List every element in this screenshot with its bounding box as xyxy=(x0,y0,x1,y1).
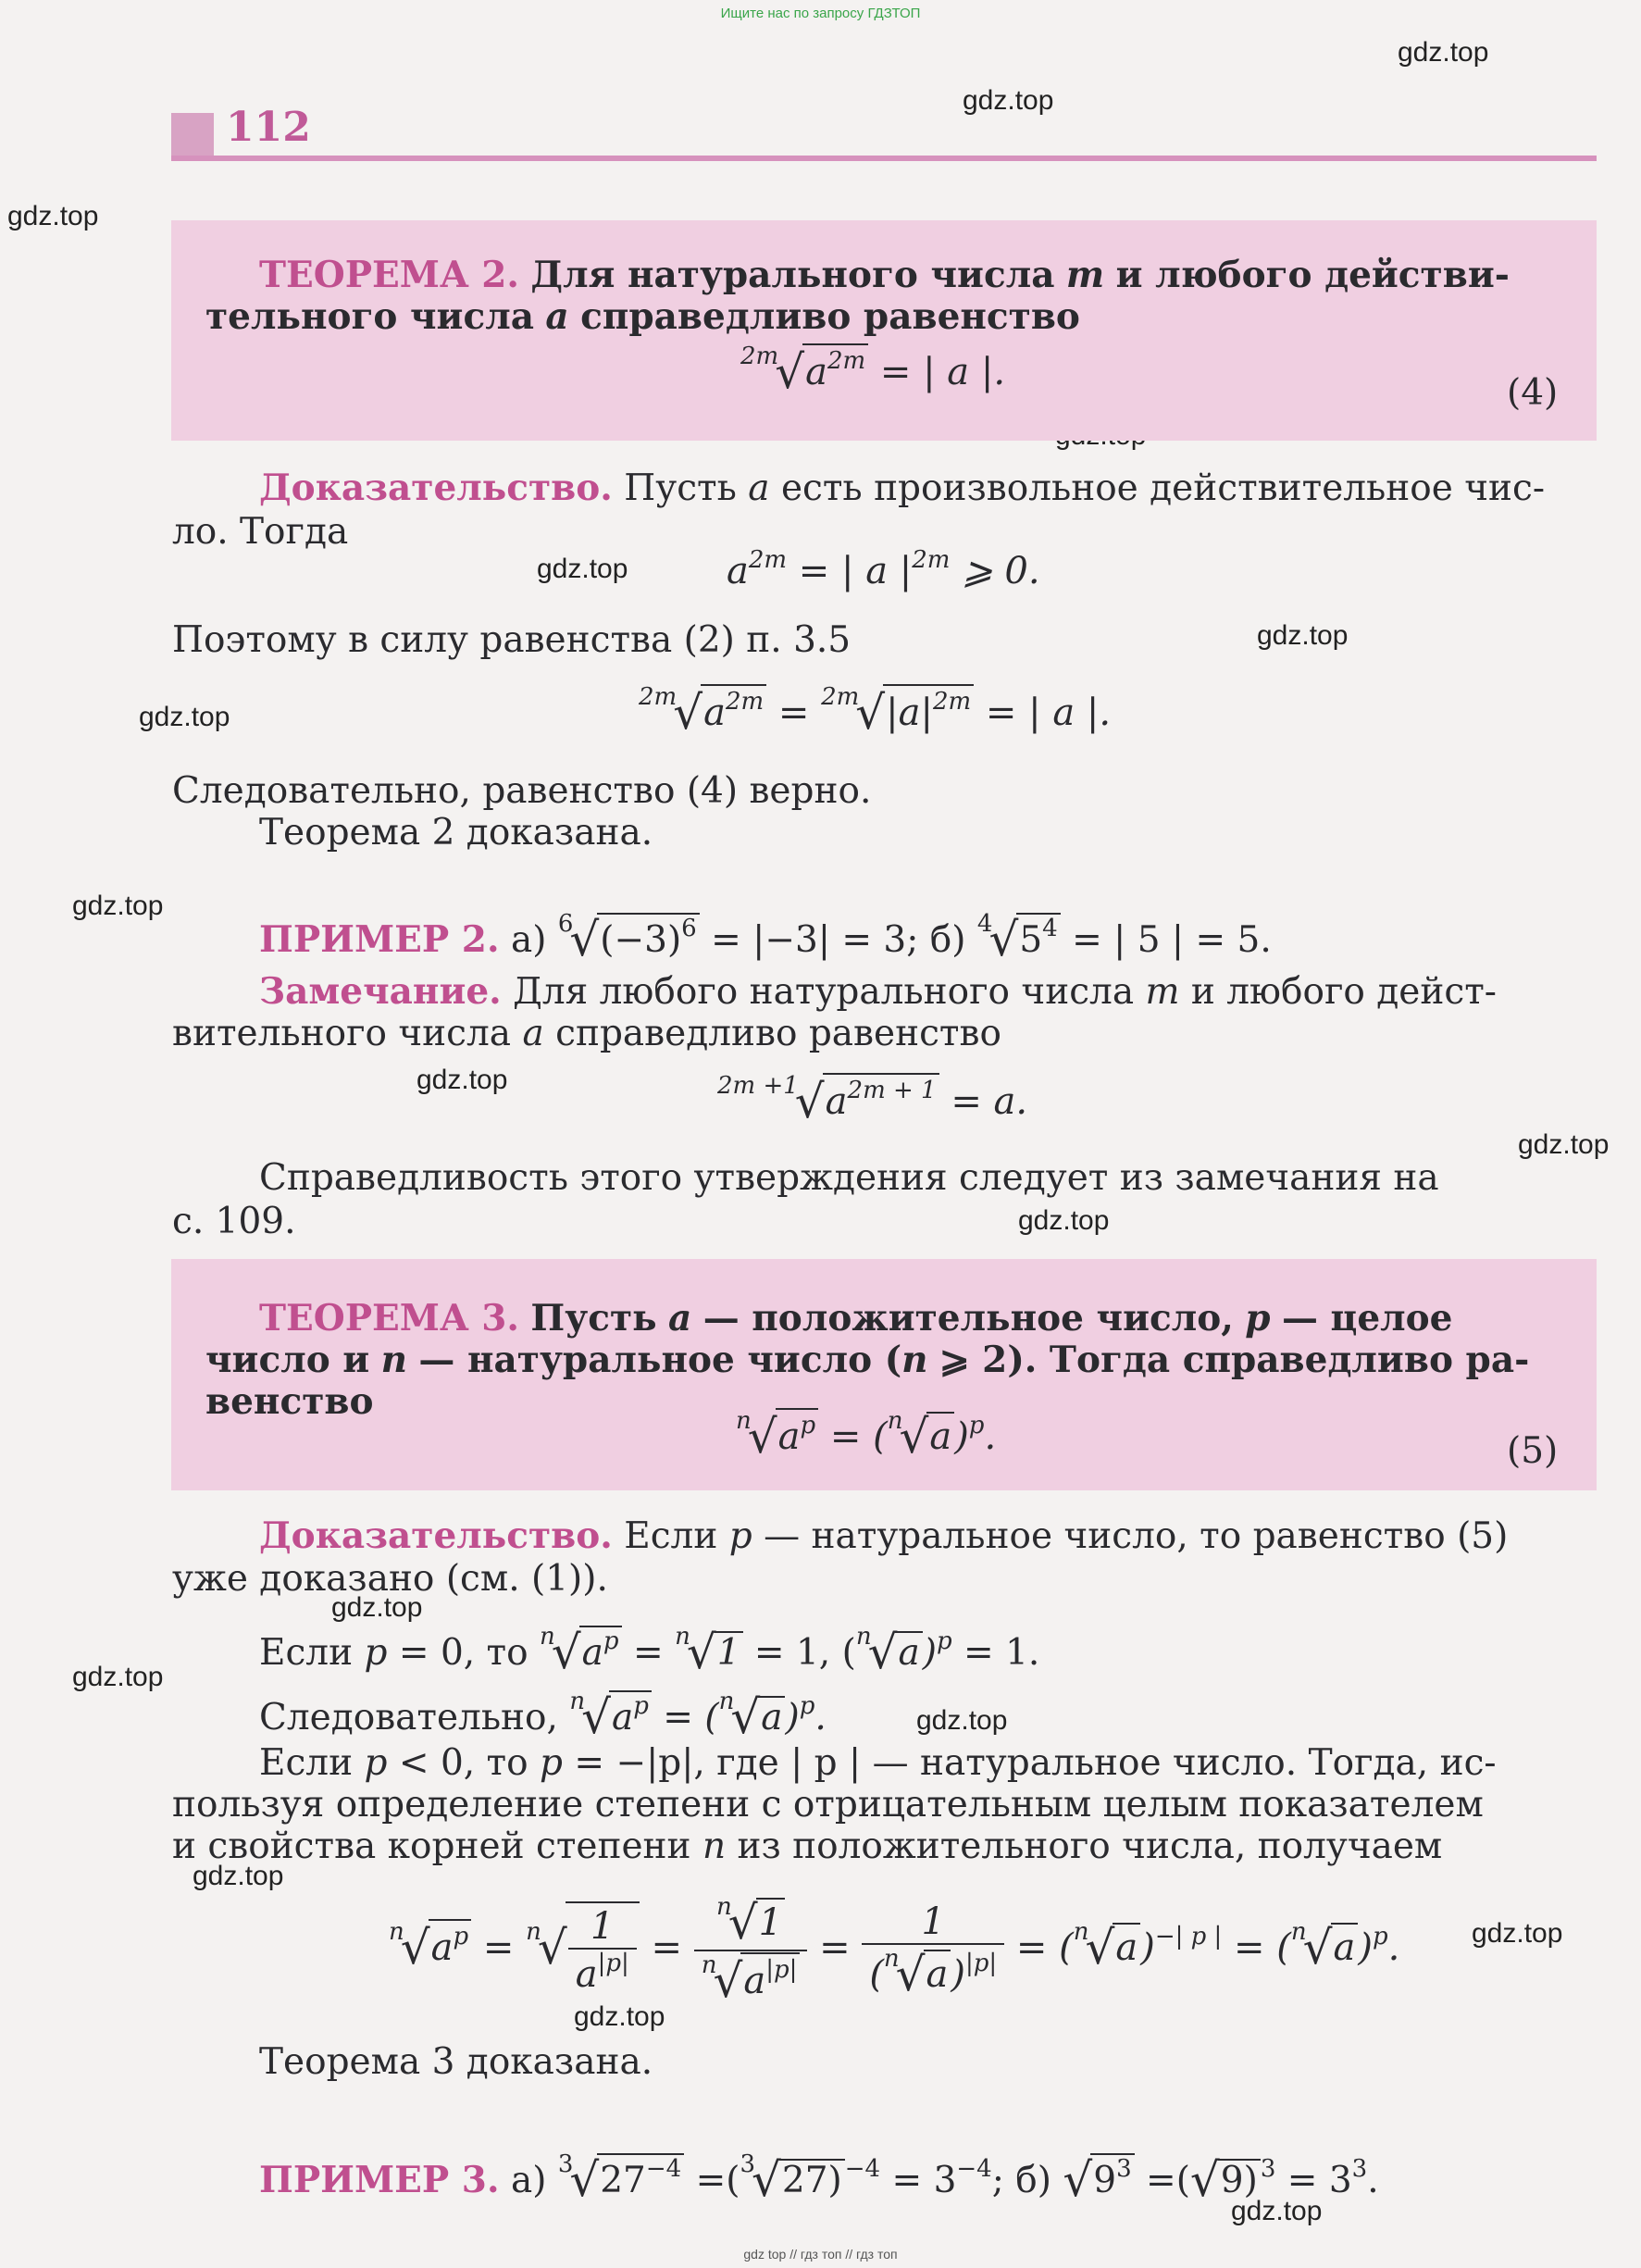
top-banner: Ищите нас по запросу ГДЗТОП xyxy=(720,6,921,21)
proof3-line2: уже доказано (см. (1)). xyxy=(172,1558,608,1600)
theorem3-formula: $^n√a^p = (^n√a)^p$. xyxy=(736,1407,997,1464)
proof2-line1: Доказательство. Пусть a есть произвольное действительное чис- xyxy=(259,467,1546,509)
equation-number-5: (5) xyxy=(1507,1430,1559,1472)
watermark: gdz.top xyxy=(1231,2196,1323,2226)
proof2-formula2: $^{2m}√a^{2m} = ^{2m}√|a|^{2m}$ = | a |. xyxy=(639,683,1112,740)
proof2-line3: Поэтому в силу равенства (2) п. 3.5 xyxy=(172,619,852,661)
remark-line3: Справедливость этого утверждения следует из замечания на xyxy=(259,1157,1439,1199)
proof3-line1: Доказательство. Если p — натуральное число, то равенство (5) xyxy=(259,1514,1509,1557)
proof2-line4: Следовательно, равенство (4) верно. xyxy=(172,770,872,812)
remark-line2: вительного числа a справедливо равенство xyxy=(172,1013,1001,1054)
theorem2-line2: тельного числа a справедливо равенство xyxy=(205,295,1080,338)
watermark: gdz.top xyxy=(537,554,628,584)
watermark: gdz.top xyxy=(1257,620,1349,651)
theorem3-line3: венство xyxy=(205,1380,374,1423)
bottom-banner: gdz top // гдз топ // гдз топ xyxy=(743,2247,898,2262)
theorem3-line1: ТЕОРЕМА 3. Пусть a — положительное число, p — целое xyxy=(259,1297,1453,1340)
watermark: gdz.top xyxy=(139,702,230,732)
remark-line4: с. 109. xyxy=(172,1201,296,1242)
theorem2-formula: $^{2m}√a^{2m}$ = | a |. xyxy=(740,343,1006,399)
watermark: gdz.top xyxy=(1398,37,1489,68)
equation-number-4: (4) xyxy=(1507,372,1559,414)
watermark: gdz.top xyxy=(1018,1205,1110,1236)
watermark: gdz.top xyxy=(1472,1918,1563,1949)
watermark: gdz.top xyxy=(331,1592,423,1623)
proof2-line5: Теорема 2 доказана. xyxy=(259,812,653,854)
watermark: gdz.top xyxy=(193,1861,284,1891)
proof3-line4: Следовательно, $^n√a^p = (^n√a)^p$. xyxy=(259,1688,827,1744)
theorem3-line2: число и n — натуральное число (n ⩾ 2). Тогда справедливо ра- xyxy=(205,1339,1530,1381)
proof3-line6: пользуя определение степени с отрицательным целым показателем xyxy=(172,1784,1484,1826)
example3: ПРИМЕР 3. а) $^3√27^{-4} =(^3√27) ^{-4} = 3^{-4}$; б) $√9^3 =(√9) ^3 = 3^3$. xyxy=(259,2150,1379,2207)
remark-line1: Замечание. Для любого натурального числа m и любого дейст- xyxy=(259,970,1497,1013)
watermark: gdz.top xyxy=(72,891,164,921)
page-number: 112 xyxy=(226,104,311,151)
proof3-line5: Если p < 0, то p = −|p|, где | p | — натуральное число. Тогда, ис- xyxy=(259,1742,1497,1784)
watermark: gdz.top xyxy=(7,201,99,231)
watermark: gdz.top xyxy=(72,1662,164,1692)
watermark: gdz.top xyxy=(916,1705,1008,1736)
example2: ПРИМЕР 2. а) $^6√(-3)^6 = |-3| = 3$; б) $^4√5^4$ = | 5 | = 5. xyxy=(259,910,1272,966)
proof3-line8: Теорема 3 доказана. xyxy=(259,2041,653,2083)
watermark: gdz.top xyxy=(574,2001,665,2032)
header-marker xyxy=(171,113,214,156)
remark-formula: $^{2m +1}√a^{2m + 1} = a$. xyxy=(717,1072,1028,1128)
proof3-line3: Если p = 0, то $^n√a^p = ^n√1 = 1$, $(^n√a)^p = 1$. xyxy=(259,1623,1040,1679)
proof3-line7: и свойства корней степени n из положительного числа, получаем xyxy=(172,1826,1443,1867)
proof2-formula1: $a^{2m}$ = | a $|^{2m}$ ⩾ 0. xyxy=(727,546,1040,592)
theorem2-line1: ТЕОРЕМА 2. Для натурального числа m и любого действи- xyxy=(259,254,1510,296)
header-rule xyxy=(171,156,1597,161)
watermark: gdz.top xyxy=(1518,1129,1610,1160)
watermark: gdz.top xyxy=(416,1065,508,1095)
proof3-formula: $^n√a^p = ^n√$ $\frac{1}{a^{|p|}}$ = $\frac{^n√1}{^n√a^{|p|}}$ = $\frac{1}{(^n√a)^{|p|}}$ = $(^n√a)^{-| p |} = (^n√a)^p$. xyxy=(389,1893,1400,2008)
proof2-line2: ло. Тогда xyxy=(172,511,349,553)
watermark: gdz.top xyxy=(963,85,1054,116)
